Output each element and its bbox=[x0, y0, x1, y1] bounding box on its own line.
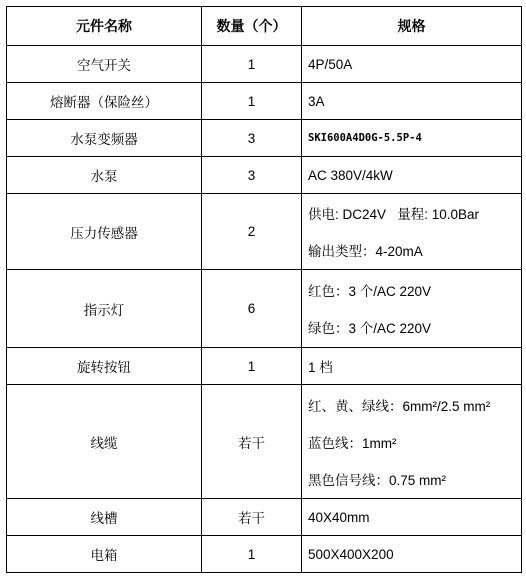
table-row bbox=[7, 194, 522, 270]
spec-line: 1 档 bbox=[308, 360, 333, 375]
spec-line: 40X40mm bbox=[308, 509, 370, 525]
table-row bbox=[7, 385, 522, 499]
table-row bbox=[7, 120, 522, 157]
specification bbox=[302, 120, 522, 157]
spec-line: 4P/50A bbox=[308, 56, 353, 72]
component-name: 水泵变频器 bbox=[7, 120, 202, 157]
component-name: 电箱 bbox=[7, 536, 202, 573]
specification bbox=[302, 157, 522, 194]
quantity: 1 bbox=[202, 83, 302, 120]
spec-line: AC 380V/4kW bbox=[308, 167, 393, 183]
component-name: 水泵 bbox=[7, 157, 202, 194]
quantity: 若干 bbox=[202, 385, 302, 499]
spec-line: 输出类型：4-20mA bbox=[308, 244, 423, 259]
quantity: 若干 bbox=[202, 499, 302, 536]
quantity: 3 bbox=[202, 157, 302, 194]
table-row bbox=[7, 499, 522, 536]
spec-line: 红色：3 个/AC 220V bbox=[308, 284, 432, 299]
table-row bbox=[7, 270, 522, 348]
spec-line: 黑色信号线：0.75 mm² bbox=[308, 472, 447, 488]
specification bbox=[302, 270, 522, 348]
component-name: 线槽 bbox=[7, 499, 202, 536]
spec-line: 红、黄、绿线：6mm²/2.5 mm² bbox=[308, 398, 491, 414]
quantity: 3 bbox=[202, 120, 302, 157]
table-row bbox=[7, 536, 522, 573]
spec-line: 供电: DC24V 量程: 10.0Bar bbox=[308, 207, 480, 222]
specification bbox=[302, 499, 522, 536]
quantity: 1 bbox=[202, 348, 302, 385]
specification bbox=[302, 536, 522, 573]
header-specification: 规格 bbox=[302, 7, 522, 46]
specification bbox=[302, 46, 522, 83]
component-name: 熔断器（保险丝） bbox=[7, 83, 202, 120]
table-header-row bbox=[7, 7, 522, 46]
specification bbox=[302, 348, 522, 385]
component-name: 线缆 bbox=[7, 385, 202, 499]
spec-line: 蓝色线：1mm² bbox=[308, 435, 397, 451]
table-row bbox=[7, 157, 522, 194]
quantity: 6 bbox=[202, 270, 302, 348]
quantity: 1 bbox=[202, 536, 302, 573]
spec-line: SKI600A4D0G-5.5P-4 bbox=[308, 132, 422, 144]
component-table bbox=[6, 6, 522, 573]
component-name: 空气开关 bbox=[7, 46, 202, 83]
specification bbox=[302, 385, 522, 499]
quantity: 1 bbox=[202, 46, 302, 83]
component-name: 旋转按钮 bbox=[7, 348, 202, 385]
table-row bbox=[7, 46, 522, 83]
header-component-name: 元件名称 bbox=[7, 7, 202, 46]
spec-line: 500X400X200 bbox=[308, 546, 394, 562]
specification bbox=[302, 83, 522, 120]
spec-line: 绿色：3 个/AC 220V bbox=[308, 321, 432, 336]
component-name: 压力传感器 bbox=[7, 194, 202, 270]
header-quantity: 数量（个） bbox=[202, 7, 302, 46]
specification bbox=[302, 194, 522, 270]
table-row bbox=[7, 83, 522, 120]
table-row bbox=[7, 348, 522, 385]
quantity: 2 bbox=[202, 194, 302, 270]
component-name: 指示灯 bbox=[7, 270, 202, 348]
spec-line: 3A bbox=[308, 93, 325, 109]
